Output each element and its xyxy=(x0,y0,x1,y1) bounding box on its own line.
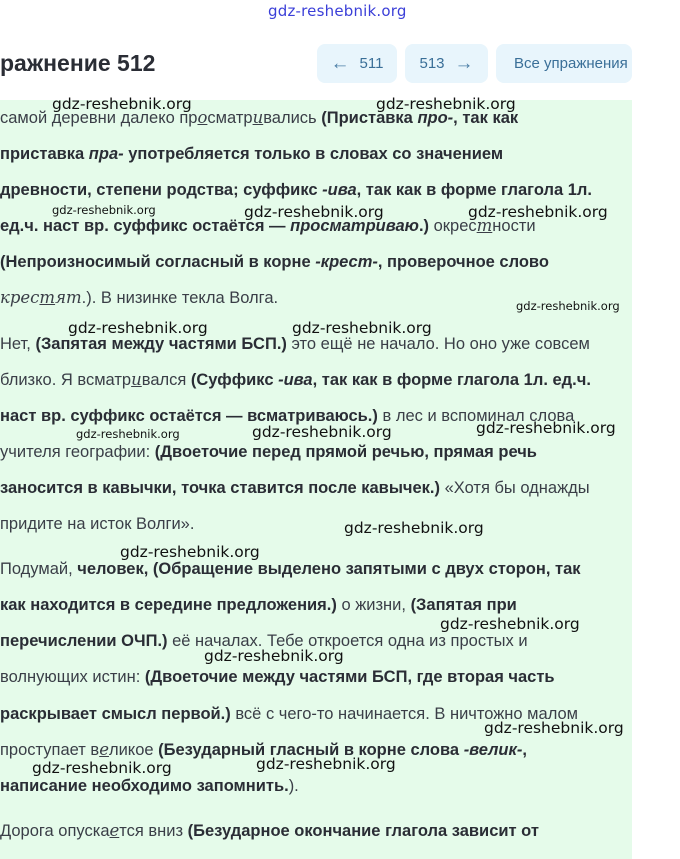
text: Нет, xyxy=(0,334,36,353)
text: её началах. Тебе откроется одна из простых и xyxy=(167,632,528,651)
page-title: ражнение 512 xyxy=(0,50,156,76)
comment: написание необходимо запомнить. xyxy=(0,776,289,795)
comment: перечислении ОЧП.) xyxy=(0,632,168,651)
comment: приставка xyxy=(0,145,89,164)
comment: , так как в форме глагола 1л. ед.ч. xyxy=(312,370,591,389)
site-watermark: gdz-reshebnik.org xyxy=(268,2,407,20)
watermark: gdz-reshebnik.org xyxy=(516,299,620,313)
comment: , проверочное слово xyxy=(377,253,549,272)
watermark: gdz-reshebnik.org xyxy=(32,759,172,777)
comment: (Двоеточие перед прямой речью, прямая речь xyxy=(154,442,537,461)
check-word: крес xyxy=(0,288,40,308)
comment: заносится в кавычки, точка ставится после кавычек.) xyxy=(0,478,440,497)
answer-line xyxy=(0,506,632,542)
text: окрес xyxy=(429,217,477,236)
watermark: gdz-reshebnik.org xyxy=(376,95,516,113)
comment: (Непроизносимый согласный в корне xyxy=(0,253,316,272)
comment-term: -ива xyxy=(278,370,313,389)
text: вался xyxy=(141,370,191,389)
text: всё с чего-то начинается. В ничтожно малом xyxy=(230,704,579,723)
watermark: gdz-reshebnik.org xyxy=(344,519,484,537)
comment: употребляется только в словах со значением xyxy=(123,145,504,164)
comment-term: -крест- xyxy=(315,253,378,272)
watermark: gdz-reshebnik.org xyxy=(120,543,260,561)
text: самой деревни далеко пр xyxy=(0,109,198,127)
watermark: gdz-reshebnik.org xyxy=(52,203,156,217)
highlighted-letter: е xyxy=(109,820,120,840)
watermark: gdz-reshebnik.org xyxy=(52,95,192,113)
comment-term: просматриваю xyxy=(290,217,419,236)
prev-exercise-button[interactable] xyxy=(317,44,397,83)
arrow-left-icon: ← xyxy=(330,53,350,74)
comment: наст вр. суффикс остаётся — всматриваюсь.) xyxy=(0,406,378,425)
next-exercise-label: 513 xyxy=(419,55,445,72)
comment: древности, степени родства; суффикс xyxy=(0,181,323,200)
text: .). В низинке текла Волга. xyxy=(81,289,279,308)
watermark: gdz-reshebnik.org xyxy=(68,319,208,337)
text: проступает в xyxy=(0,740,100,759)
watermark: gdz-reshebnik.org xyxy=(256,755,396,773)
watermark: gdz-reshebnik.org xyxy=(440,615,580,633)
comment: , xyxy=(522,740,527,759)
watermark: gdz-reshebnik.org xyxy=(204,647,344,665)
answer-line xyxy=(0,813,632,849)
comment: , так как xyxy=(453,109,519,127)
watermark: gdz-reshebnik.org xyxy=(252,423,392,441)
comment-term: пра- xyxy=(88,145,124,164)
text: сматр xyxy=(207,109,253,127)
comment: (Запятая при xyxy=(410,596,517,615)
text: это ещё не начало. Но оно уже совсем xyxy=(286,334,590,353)
answer-line xyxy=(0,362,632,398)
text: ). xyxy=(288,776,299,795)
highlighted-letter: и xyxy=(252,108,264,127)
watermark: gdz-reshebnik.org xyxy=(476,419,616,437)
check-word: ят xyxy=(55,288,82,308)
comment: ед.ч. наст вр. суффикс остаётся — xyxy=(0,217,291,236)
watermark: gdz-reshebnik.org xyxy=(468,203,608,221)
text: Подумай, xyxy=(0,560,78,579)
comment-term: -велик- xyxy=(463,740,523,759)
answer-line xyxy=(0,470,632,506)
answer-line xyxy=(0,551,632,587)
next-exercise-button[interactable] xyxy=(405,44,488,83)
comment-term: про- xyxy=(417,109,454,127)
highlighted-letter: т xyxy=(39,288,56,308)
text: Дорога опуска xyxy=(0,821,110,840)
comment: (Запятая между частями БСП.) xyxy=(35,334,287,353)
arrow-right-icon: → xyxy=(454,53,474,74)
comment: (Двоеточие между частями БСП, где вторая часть xyxy=(144,668,555,687)
answer-line xyxy=(0,136,632,172)
comment: (Приставка xyxy=(321,109,418,127)
highlighted-letter: и xyxy=(131,369,142,389)
text: ности xyxy=(492,217,536,236)
text: волнующих истин: xyxy=(0,668,145,687)
text: «Хотя бы однажды xyxy=(440,478,590,497)
comment: , так как в форме глагола 1л. xyxy=(356,181,592,200)
text: тся вниз xyxy=(119,821,188,840)
comment: (Безударный гласный в корне слова xyxy=(158,740,464,759)
comment: раскрывает смысл первой.) xyxy=(0,704,231,723)
all-exercises-label: Все упражнения xyxy=(514,55,628,72)
text: вались xyxy=(263,109,322,127)
comment: (Безударное окончание глагола зависит от xyxy=(187,821,539,840)
comment: как находится в середине предложения.) xyxy=(0,596,337,615)
answer-line xyxy=(0,244,632,280)
prev-exercise-label: 511 xyxy=(359,55,384,72)
watermark: gdz-reshebnik.org xyxy=(292,319,432,337)
comment: человек, (Обращение выделено запятыми с двух сторон, так xyxy=(77,560,581,579)
all-exercises-button[interactable] xyxy=(496,44,632,83)
highlighted-letter: о xyxy=(197,108,208,127)
text: учителя географии: xyxy=(0,442,155,461)
text: придите на исток Волги». xyxy=(0,515,195,534)
text: близко. Я всматр xyxy=(0,370,132,389)
watermark: gdz-reshebnik.org xyxy=(244,203,384,221)
highlighted-letter: т xyxy=(476,216,493,236)
watermark: gdz-reshebnik.org xyxy=(484,719,624,737)
text: в лес и вспоминал слова xyxy=(377,406,575,425)
comment: .) xyxy=(418,217,430,236)
comment: (Суффикс xyxy=(190,370,279,389)
text: о жизни, xyxy=(336,596,411,615)
comment-term: -ива xyxy=(322,181,357,200)
text: ликое xyxy=(108,740,159,759)
watermark: gdz-reshebnik.org xyxy=(76,427,180,441)
highlighted-letter: е xyxy=(99,739,109,759)
